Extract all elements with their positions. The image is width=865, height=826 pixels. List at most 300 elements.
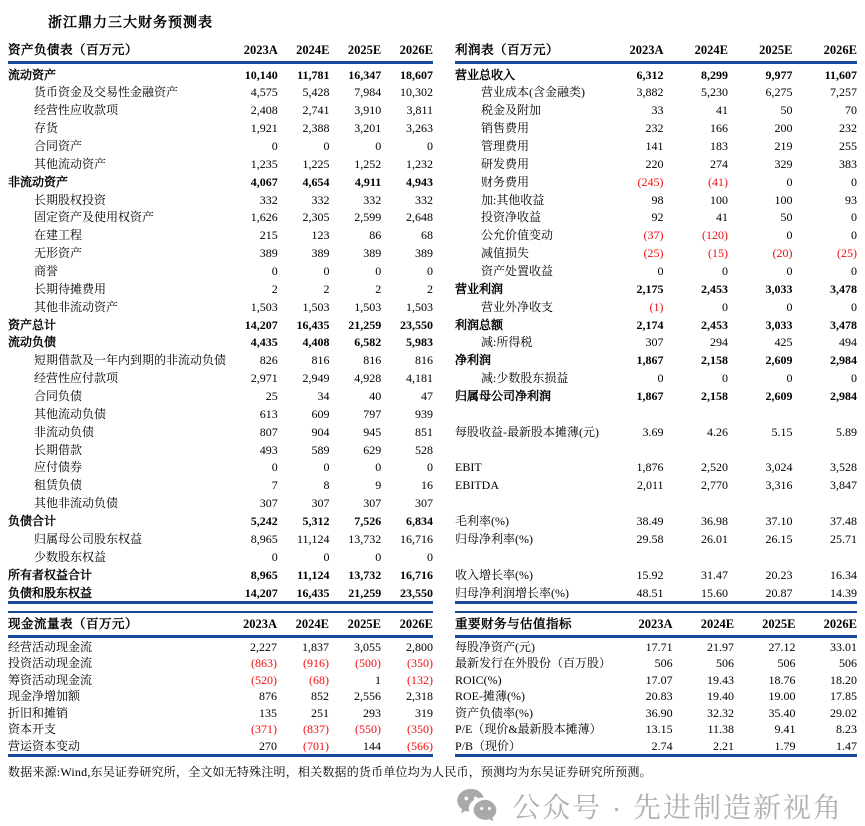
cell-value: 1.47 bbox=[796, 737, 858, 755]
cell-value: 2,520 bbox=[700, 460, 728, 475]
cell-value: 0 bbox=[786, 371, 793, 386]
cell-value: 16,435 bbox=[278, 582, 330, 602]
table-row bbox=[455, 655, 857, 671]
table-header-label: 现金流量表（百万元） bbox=[8, 612, 225, 637]
cell-value: 219 bbox=[774, 138, 793, 153]
cell-value: 220 bbox=[645, 156, 664, 171]
cell-value: 2 bbox=[427, 281, 433, 296]
table-row bbox=[455, 332, 857, 350]
cell-value: 5,983 bbox=[406, 335, 433, 350]
cell-value: 92 bbox=[651, 210, 664, 225]
cell-value: 68 bbox=[421, 228, 433, 243]
table-row bbox=[455, 118, 857, 136]
row-label: 收入增长率(%) bbox=[455, 567, 533, 582]
cell-value: 7,984 bbox=[354, 85, 382, 100]
cell-value: 307 bbox=[363, 496, 382, 511]
cell-value: 3,024 bbox=[765, 460, 793, 475]
row-label: 合同资产 bbox=[34, 138, 83, 153]
row-label: 折旧和摊销 bbox=[8, 705, 69, 720]
cell-value: 2,741 bbox=[302, 103, 330, 118]
cell-value: 876 bbox=[259, 689, 277, 704]
cell-value: 19.00 bbox=[768, 689, 796, 704]
cell-value: 3,201 bbox=[354, 121, 382, 136]
cell-value: 3,847 bbox=[830, 478, 857, 493]
cell-value: 3,263 bbox=[406, 121, 433, 136]
cell-value: 2,609 bbox=[765, 353, 793, 368]
cell-value: 36.90 bbox=[645, 705, 673, 720]
column-header: 2025E bbox=[734, 612, 795, 637]
cell-value bbox=[728, 547, 792, 565]
cell-value: 5,428 bbox=[302, 85, 330, 100]
tables-grid bbox=[8, 39, 857, 757]
table-row bbox=[8, 225, 433, 243]
table-row bbox=[8, 386, 433, 404]
row-label: 租赁负债 bbox=[34, 478, 83, 493]
cell-value: 816 bbox=[415, 353, 433, 368]
cell-value: 5,242 bbox=[250, 514, 278, 528]
cell-value: 13.15 bbox=[645, 722, 673, 737]
column-header: 2026E bbox=[792, 39, 857, 63]
cell-value: (863) bbox=[251, 656, 277, 671]
row-label: 减值损失 bbox=[481, 246, 530, 261]
cell-value: 0 bbox=[721, 263, 728, 278]
cell-value: 98 bbox=[651, 192, 664, 207]
row-label: 营业利润 bbox=[455, 281, 504, 296]
cell-value: 506 bbox=[654, 656, 673, 671]
cell-value: 0 bbox=[851, 263, 857, 278]
cell-value: 215 bbox=[259, 228, 278, 243]
cell-value: 135 bbox=[259, 705, 277, 720]
cell-value: 11.38 bbox=[707, 722, 735, 737]
row-label: 筹资活动现金流 bbox=[8, 672, 93, 687]
row-label: 其他非流动资产 bbox=[34, 299, 119, 314]
cell-value bbox=[599, 547, 664, 565]
cell-value: 0 bbox=[786, 263, 793, 278]
cell-value: 2,609 bbox=[765, 388, 793, 403]
table-row bbox=[8, 737, 433, 755]
row-label: 净利润 bbox=[455, 353, 492, 368]
row-label: EBITDA bbox=[455, 478, 499, 493]
cell-value: 0 bbox=[851, 174, 857, 189]
cell-value: 31.47 bbox=[700, 567, 728, 582]
row-label: 无形资产 bbox=[34, 246, 83, 261]
table-row bbox=[8, 243, 433, 261]
row-label: 加:其他收益 bbox=[481, 192, 545, 207]
cell-value: 48.51 bbox=[599, 582, 664, 602]
cell-value bbox=[792, 547, 857, 565]
table-row bbox=[8, 297, 433, 315]
cell-value: 16,716 bbox=[400, 567, 433, 582]
cell-value bbox=[599, 493, 664, 511]
column-header: 2024E bbox=[673, 612, 734, 637]
cell-value: 23,550 bbox=[400, 317, 433, 332]
cell-value: 1,626 bbox=[250, 210, 278, 225]
table-row bbox=[455, 368, 857, 386]
cell-value: 0 bbox=[427, 460, 433, 475]
cell-value: 425 bbox=[774, 335, 793, 350]
cell-value: 8.23 bbox=[836, 722, 857, 737]
table-row bbox=[455, 671, 857, 687]
row-label: 少数股东权益 bbox=[34, 549, 107, 564]
wechat-icon bbox=[456, 788, 500, 824]
cell-value: 25.71 bbox=[830, 531, 857, 546]
cell-value: 826 bbox=[259, 353, 278, 368]
table-row bbox=[8, 350, 433, 368]
row-label: P/B（现价） bbox=[455, 737, 611, 755]
cell-value: 141 bbox=[645, 138, 664, 153]
table-row bbox=[455, 314, 857, 332]
cell-value: 93 bbox=[845, 192, 857, 207]
table-row bbox=[455, 565, 857, 583]
row-label: 非流动资产 bbox=[8, 174, 69, 189]
cell-value: 332 bbox=[259, 192, 278, 207]
table-row bbox=[8, 457, 433, 475]
cell-value bbox=[664, 440, 728, 458]
column-header: 2024E bbox=[277, 612, 329, 637]
cell-value bbox=[792, 493, 857, 511]
cell-value: 37.10 bbox=[765, 514, 793, 528]
cell-value: 0 bbox=[323, 138, 330, 153]
column-header: 2023A bbox=[599, 39, 664, 63]
cell-value: 0 bbox=[271, 549, 278, 564]
row-label: 其他非流动负债 bbox=[34, 496, 119, 511]
cell-value: 4.26 bbox=[706, 424, 728, 439]
table-row bbox=[455, 261, 857, 279]
cell-value: 0 bbox=[721, 371, 728, 386]
cell-value: (37) bbox=[643, 228, 664, 243]
table-row bbox=[8, 704, 433, 720]
cell-value: 0 bbox=[657, 263, 664, 278]
cell-value: 19.43 bbox=[707, 672, 735, 687]
row-label: 研发费用 bbox=[481, 156, 530, 171]
data-source-note: 数据来源:Wind,东吴证券研究所，全文如无特殊注明，相关数据的货币单位均为人民币，预测均为东吴证券研究所预测。 bbox=[8, 765, 652, 779]
cell-value: 3,910 bbox=[354, 103, 382, 118]
cell-value: 389 bbox=[259, 246, 278, 261]
cell-value: 383 bbox=[839, 156, 857, 171]
column-header: 2024E bbox=[664, 39, 728, 63]
row-label: 减:所得税 bbox=[481, 335, 533, 350]
cell-value: 144 bbox=[329, 737, 381, 755]
cell-value: (120) bbox=[701, 228, 728, 243]
row-label: 负债合计 bbox=[8, 514, 57, 528]
cell-value: 0 bbox=[375, 138, 382, 153]
table-row bbox=[455, 82, 857, 100]
cell-value: 294 bbox=[709, 335, 728, 350]
row-label: ROIC(%) bbox=[455, 672, 502, 687]
cell-value: 2,770 bbox=[700, 478, 728, 493]
cell-value: 11,124 bbox=[297, 567, 330, 582]
table-row bbox=[8, 100, 433, 118]
cell-value: 1,503 bbox=[250, 299, 278, 314]
table-row bbox=[8, 582, 433, 602]
cell-value: 4,408 bbox=[302, 335, 330, 350]
cell-value: 2 bbox=[323, 281, 330, 296]
cell-value: 183 bbox=[709, 138, 728, 153]
cell-value: 293 bbox=[363, 705, 381, 720]
cell-value: 16.34 bbox=[830, 567, 857, 582]
cell-value: 2,984 bbox=[830, 353, 857, 368]
cell-value: 17.71 bbox=[645, 639, 673, 654]
cell-value: 0 bbox=[323, 549, 330, 564]
row-label: 税金及附加 bbox=[481, 103, 542, 118]
row-label: 营业成本(含金融类) bbox=[481, 85, 585, 100]
table-row bbox=[455, 529, 857, 547]
row-label: 管理费用 bbox=[481, 138, 530, 153]
cell-value: (20) bbox=[772, 246, 793, 261]
cell-value: 200 bbox=[774, 121, 793, 136]
table-header-label: 重要财务与估值指标 bbox=[455, 612, 611, 637]
cell-value: 25 bbox=[265, 388, 278, 403]
cell-value: 2,971 bbox=[250, 371, 278, 386]
row-label: 经营性应收款项 bbox=[34, 103, 119, 118]
row-label: 销售费用 bbox=[481, 121, 530, 136]
cell-value: (132) bbox=[407, 672, 433, 687]
row-label: 公允价值变动 bbox=[481, 228, 554, 243]
table-row bbox=[8, 136, 433, 154]
row-label: 经营活动现金流 bbox=[8, 639, 93, 654]
cell-value: 5.15 bbox=[771, 424, 793, 439]
cell-value: 21.97 bbox=[707, 639, 735, 654]
cell-value: 0 bbox=[851, 299, 857, 314]
row-label: 投资活动现金流 bbox=[8, 656, 93, 671]
cell-value: 11,124 bbox=[296, 531, 330, 546]
wechat-watermark bbox=[8, 786, 843, 826]
row-label: 现金净增加额 bbox=[8, 689, 81, 704]
table-row bbox=[455, 582, 857, 602]
row-label: 归属母公司股东权益 bbox=[34, 531, 143, 546]
cell-value: 0 bbox=[786, 174, 793, 189]
cell-value: 6,582 bbox=[354, 335, 382, 350]
table-row bbox=[8, 63, 433, 83]
cell-value: 3,882 bbox=[636, 85, 664, 100]
cell-value: (350) bbox=[407, 722, 433, 737]
cell-value: 3,478 bbox=[830, 281, 857, 296]
cell-value: 4,911 bbox=[354, 174, 382, 189]
row-label: 归母净利率(%) bbox=[455, 531, 533, 546]
cell-value: 945 bbox=[363, 424, 382, 439]
table-row bbox=[8, 314, 433, 332]
row-label: 在建工程 bbox=[34, 228, 83, 243]
row-label: 固定资产及使用权资产 bbox=[34, 210, 155, 225]
row-label: 资产负债率(%) bbox=[455, 705, 533, 720]
cell-value: 0 bbox=[271, 138, 278, 153]
table-row bbox=[8, 422, 433, 440]
cell-value: 20.87 bbox=[728, 582, 792, 602]
cell-value: 38.49 bbox=[636, 514, 664, 528]
cell-value: 851 bbox=[415, 424, 433, 439]
cell-value: 19.40 bbox=[707, 689, 735, 704]
header-row bbox=[455, 612, 857, 637]
cell-value: 0 bbox=[851, 371, 857, 386]
cell-value: 1,921 bbox=[250, 121, 278, 136]
cell-value: 35.40 bbox=[768, 705, 796, 720]
row-label: EBIT bbox=[455, 460, 482, 475]
cell-value bbox=[792, 440, 857, 458]
column-header: 2023A bbox=[226, 39, 278, 63]
row-label: 营业外净收支 bbox=[481, 299, 554, 314]
table-row bbox=[455, 511, 857, 529]
cell-value: 232 bbox=[839, 121, 857, 136]
cell-value: 14,207 bbox=[244, 317, 278, 332]
column-header: 2026E bbox=[381, 612, 433, 637]
cell-value bbox=[728, 404, 792, 422]
cell-value: 9.41 bbox=[774, 722, 796, 737]
cell-value: 2,453 bbox=[700, 317, 728, 332]
cell-value: 506 bbox=[839, 656, 857, 671]
cell-value: 332 bbox=[311, 192, 330, 207]
row-label: 长期股权投资 bbox=[34, 192, 107, 207]
table-row bbox=[8, 721, 433, 737]
column-header: 2025E bbox=[728, 39, 792, 63]
row-label: 每股收益-最新股本摊薄(元) bbox=[455, 424, 599, 439]
table-row bbox=[455, 440, 857, 458]
table-row bbox=[455, 457, 857, 475]
cell-value: 0 bbox=[851, 228, 857, 243]
table-row bbox=[8, 279, 433, 297]
cell-value: 2,388 bbox=[302, 121, 330, 136]
cell-value: 0 bbox=[427, 549, 433, 564]
cell-value: 47 bbox=[421, 388, 433, 403]
cell-value: 4,575 bbox=[250, 85, 278, 100]
cell-value: 2,408 bbox=[250, 103, 278, 118]
table-row bbox=[455, 350, 857, 368]
column-header: 2023A bbox=[225, 612, 277, 637]
table-row bbox=[455, 279, 857, 297]
cell-value: 1,232 bbox=[406, 156, 433, 171]
cell-value: 16,435 bbox=[296, 317, 330, 332]
cell-value: 3,033 bbox=[765, 317, 793, 332]
row-label: 营业总收入 bbox=[455, 67, 516, 82]
table-row bbox=[8, 172, 433, 190]
cell-value: 27.12 bbox=[768, 639, 796, 654]
cell-value: 1,837 bbox=[302, 639, 329, 654]
cell-value: 2,158 bbox=[700, 353, 728, 368]
cell-value: 11,781 bbox=[297, 67, 330, 82]
cell-value: (41) bbox=[707, 174, 728, 189]
table-row bbox=[455, 136, 857, 154]
cell-value: 6,312 bbox=[636, 67, 664, 82]
cell-value: 816 bbox=[311, 353, 330, 368]
watermark-text: 公众号 · 先进制造新视角 bbox=[512, 792, 843, 823]
column-header: 2025E bbox=[330, 39, 382, 63]
balance-sheet-table bbox=[8, 39, 433, 604]
table-row bbox=[455, 100, 857, 118]
cell-value: 41 bbox=[715, 103, 728, 118]
table-row bbox=[8, 671, 433, 687]
metrics-table bbox=[455, 611, 857, 757]
cell-value: 2,800 bbox=[406, 639, 433, 654]
row-label: 长期待摊费用 bbox=[34, 281, 107, 296]
cell-value: 332 bbox=[415, 192, 433, 207]
row-label: 流动资产 bbox=[8, 67, 57, 82]
row-label: 负债和股东权益 bbox=[8, 582, 226, 602]
cell-value: 3.69 bbox=[642, 424, 664, 439]
cell-value: 589 bbox=[311, 442, 330, 457]
table-row bbox=[455, 721, 857, 737]
cell-value: 70 bbox=[845, 103, 857, 118]
cell-value: 274 bbox=[709, 156, 728, 171]
cell-value: 13,732 bbox=[348, 531, 382, 546]
cell-value: 50 bbox=[780, 103, 793, 118]
cell-value: 5,230 bbox=[700, 85, 728, 100]
cell-value: 609 bbox=[311, 406, 330, 421]
cell-value: 23,550 bbox=[381, 582, 433, 602]
cell-value: 123 bbox=[311, 228, 330, 243]
cell-value: 18,607 bbox=[400, 67, 433, 82]
cell-value: 0 bbox=[427, 138, 433, 153]
row-label: 财务费用 bbox=[481, 174, 530, 189]
cell-value: 2,227 bbox=[250, 639, 277, 654]
cell-value: 18.20 bbox=[830, 672, 857, 687]
row-label: 资本开支 bbox=[8, 722, 57, 737]
cell-value: 15.60 bbox=[664, 582, 728, 602]
cell-value bbox=[728, 493, 792, 511]
cell-value: 307 bbox=[311, 496, 330, 511]
cell-value: 20.23 bbox=[765, 567, 793, 582]
cell-value: 36.98 bbox=[700, 514, 728, 528]
table-row bbox=[8, 189, 433, 207]
cell-value: 0 bbox=[657, 371, 664, 386]
cell-value: 307 bbox=[415, 496, 433, 511]
cell-value: 17.85 bbox=[830, 689, 857, 704]
table-row bbox=[8, 404, 433, 422]
cell-value: 34 bbox=[317, 388, 330, 403]
cell-value: 0 bbox=[427, 263, 433, 278]
cell-value: 100 bbox=[709, 192, 728, 207]
cell-value: 26.01 bbox=[700, 531, 728, 546]
table-row bbox=[8, 207, 433, 225]
cash-flow-table bbox=[8, 611, 433, 757]
cell-value: 0 bbox=[786, 228, 793, 243]
cell-value: 4,943 bbox=[406, 174, 433, 189]
cell-value: 1,503 bbox=[302, 299, 330, 314]
cell-value: 939 bbox=[415, 406, 433, 421]
page-title: 浙江鼎力三大财务预测表 bbox=[48, 16, 213, 31]
cell-value: 0 bbox=[323, 460, 330, 475]
cell-value: 2,174 bbox=[636, 317, 664, 332]
column-header: 2023A bbox=[611, 612, 673, 637]
cell-value: 13,732 bbox=[348, 567, 382, 582]
cell-value bbox=[599, 404, 664, 422]
row-label bbox=[455, 493, 599, 511]
cell-value: 100 bbox=[774, 192, 793, 207]
cell-value: 2.74 bbox=[611, 737, 673, 755]
cell-value: 613 bbox=[259, 406, 278, 421]
cell-value: 17.07 bbox=[645, 672, 673, 687]
row-label: 每股净资产(元) bbox=[455, 639, 535, 654]
cell-value: 6,275 bbox=[765, 85, 793, 100]
row-label: P/E（现价&最新股本摊薄） bbox=[455, 722, 602, 737]
table-row bbox=[455, 154, 857, 172]
row-label: 其他流动资产 bbox=[34, 156, 107, 171]
cell-value: 329 bbox=[774, 156, 793, 171]
cell-value: 8,965 bbox=[250, 567, 278, 582]
cell-value: 21,259 bbox=[330, 582, 382, 602]
column-header: 2026E bbox=[796, 612, 858, 637]
income-statement-table bbox=[455, 39, 857, 604]
table-row bbox=[455, 547, 857, 565]
cell-value: 2,175 bbox=[636, 281, 664, 296]
cell-value: (520) bbox=[251, 672, 277, 687]
cell-value: 389 bbox=[311, 246, 330, 261]
cell-value: 3,033 bbox=[765, 281, 793, 296]
cell-value: 21,259 bbox=[348, 317, 382, 332]
cell-value: 7,526 bbox=[354, 514, 382, 528]
row-label: 存货 bbox=[34, 121, 59, 136]
cell-value bbox=[792, 404, 857, 422]
cell-value: (701) bbox=[277, 737, 329, 755]
cell-value: 1,225 bbox=[302, 156, 330, 171]
